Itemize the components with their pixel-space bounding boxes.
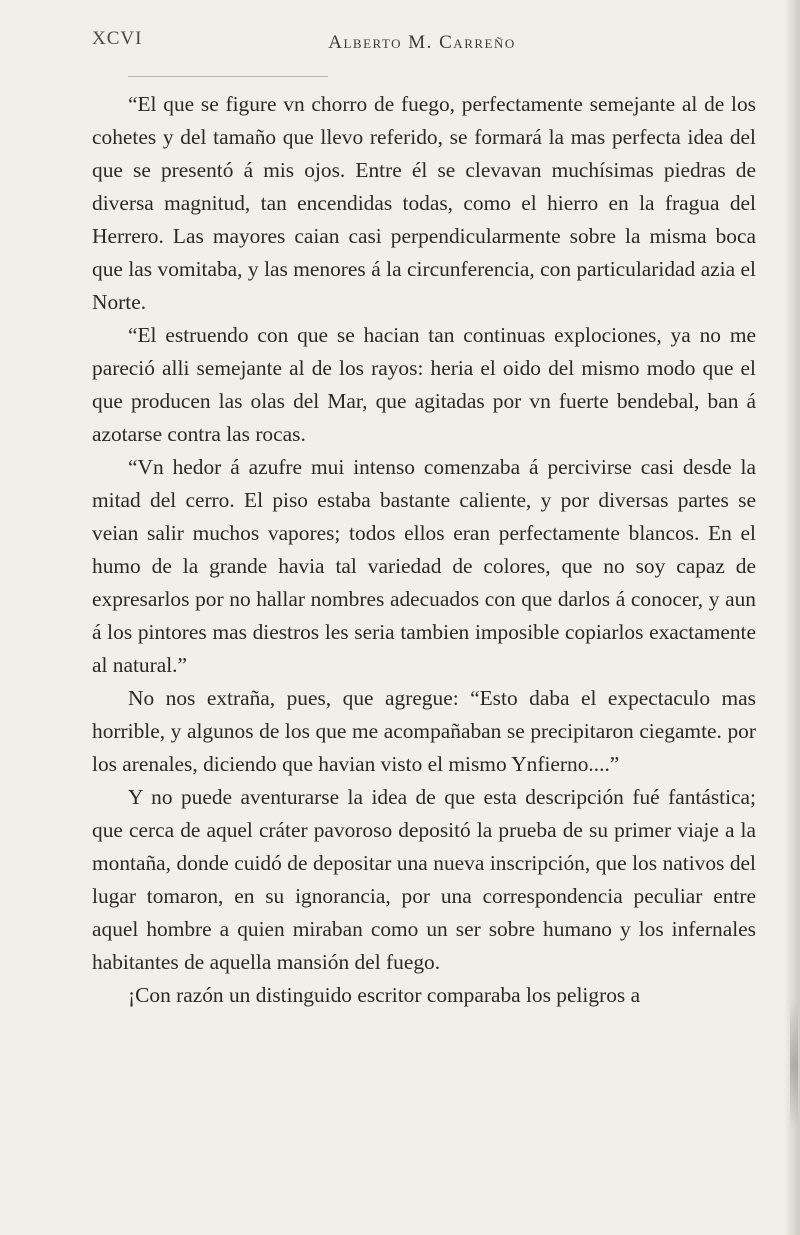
page-edge-stain <box>790 1000 798 1130</box>
paragraph-2: “El estruendo con que se hacian tan continuas explociones, ya no me pareció alli semejante al de los rayos: heria el oido del mismo modo que el que producen las olas del Mar, que agitadas por vn fuerte bendebal, ban á azotarse contra las rocas. <box>92 323 756 446</box>
body-text <box>92 88 756 1012</box>
page-number: XCVI <box>92 28 143 49</box>
paragraph-5: Y no puede aventurarse la idea de que esta descripción fué fantástica; que cerca de aquel cráter pavoroso depositó la prueba de su primer viaje a la montaña, donde cuidó de depositar una nueva inscripción, que los nativos del lugar tomaron, en su ignorancia, por una correspondencia peculiar entre aquel hombre a quien miraban como un ser sobre humano y los infernales habitantes de aquella mansión del fuego. <box>92 785 756 974</box>
paragraph-3: “Vn hedor á azufre mui intenso comenzaba á percivirse casi desde la mitad del cerro. El piso estaba bastante caliente, y por diversas partes se veian salir muchos vapores; todos ellos eran perfectamente blancos. En el humo de la grande havia tal variedad de colores, que no soy capaz de expresarlos por no hallar nombres adecuados con que darlos á conocer, y aun á los pintores mas diestros les seria tambien imposible copiarlos exactamente al natural.” <box>92 455 756 677</box>
paragraph-1: “El que se figure vn chorro de fuego, perfectamente semejante al de los cohetes y del tamaño que llevo referido, se formará la mas perfecta idea del que se presentó á mis ojos. Entre él se clevavan muchísimas piedras de diversa magnitud, tan encendidas todas, como el hierro en la fragua del Herrero. Las mayores caian casi perpendicularmente sobre la misma boca que las vomitaba, y las menores á la circunferencia, con particularidad azia el Norte. <box>92 92 756 314</box>
running-head: Alberto M. Carreño <box>328 32 516 53</box>
paragraph-6: ¡Con razón un distinguido escritor comparaba los peligros a <box>128 983 641 1007</box>
paragraph-4: No nos extraña, pues, que agregue: “Esto daba el expectaculo mas horrible, y algunos de los que me acompañaban se precipitaron ciegamte. por los arenales, diciendo que havian visto el mismo Ynfierno....” <box>92 686 756 776</box>
header-rule <box>128 76 328 77</box>
page-header <box>92 28 752 68</box>
